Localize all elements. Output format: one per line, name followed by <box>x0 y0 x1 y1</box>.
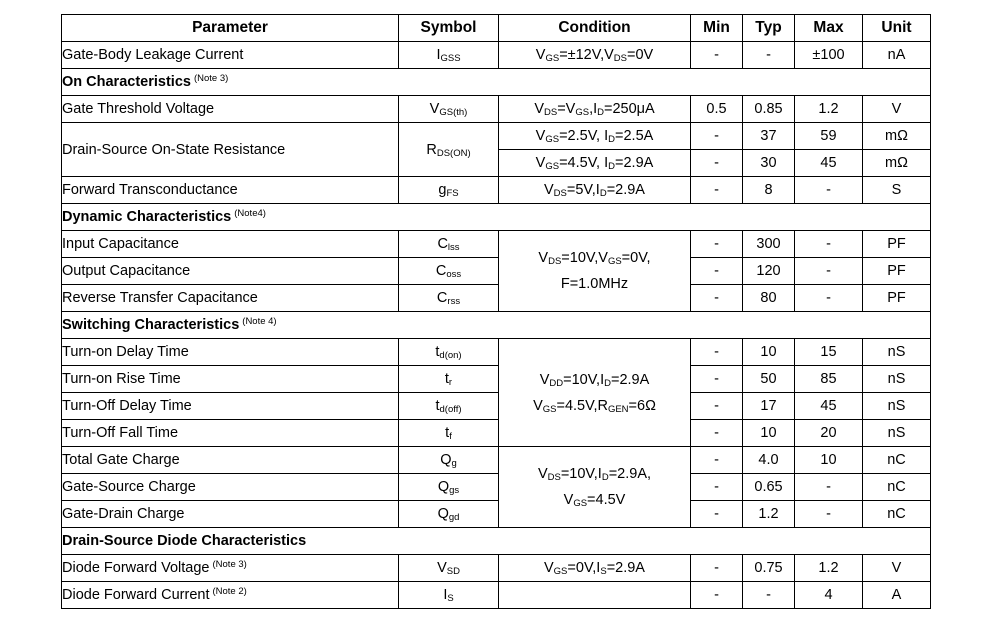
min-cell: - <box>691 258 743 285</box>
unit-cell: V <box>863 555 931 582</box>
param-cell: Gate-Body Leakage Current <box>62 42 399 69</box>
typ-cell: 17 <box>743 393 795 420</box>
max-cell: - <box>795 285 863 312</box>
symbol-cell: $I_S$ <box>399 582 499 609</box>
section-row-diode <box>62 528 931 555</box>
condition-cell: $V_{DD}=10V,I_D=2.9A$ $V_{GS}=4.5V,R_{GEN}=6\Omega$ <box>499 339 691 447</box>
typ-cell: 10 <box>743 339 795 366</box>
min-cell: - <box>691 393 743 420</box>
header-min: Min <box>691 15 743 42</box>
section-row-on <box>62 69 931 96</box>
header-max: Max <box>795 15 863 42</box>
unit-cell: nS <box>863 393 931 420</box>
max-cell: ±100 <box>795 42 863 69</box>
min-cell: - <box>691 285 743 312</box>
condition-cell: $V_{GS}=\pm 12V,V_{DS}=0V$ <box>499 42 691 69</box>
param-cell: Turn-on Rise Time <box>62 366 399 393</box>
unit-cell: PF <box>863 231 931 258</box>
typ-cell: 120 <box>743 258 795 285</box>
symbol-cell: $R_{DS(ON)}$ <box>399 123 499 177</box>
unit-cell: mΩ <box>863 150 931 177</box>
typ-cell: 0.75 <box>743 555 795 582</box>
header-symbol: Symbol <box>399 15 499 42</box>
table-row <box>62 393 931 420</box>
min-cell: - <box>691 474 743 501</box>
param-cell: Gate Threshold Voltage <box>62 96 399 123</box>
section-title: Dynamic Characteristics $^{(Note4)}$ <box>62 204 931 231</box>
symbol-cell: $t_{d(off)}$ <box>399 393 499 420</box>
typ-cell: 0.65 <box>743 474 795 501</box>
symbol-cell: $t_f$ <box>399 420 499 447</box>
table-row <box>62 474 931 501</box>
max-cell: 45 <box>795 393 863 420</box>
unit-cell: PF <box>863 258 931 285</box>
min-cell: - <box>691 420 743 447</box>
condition-cell: $V_{GS}=4.5V$, $I_D=2.9A$ <box>499 150 691 177</box>
min-cell: - <box>691 339 743 366</box>
header-row <box>62 15 931 42</box>
min-cell: - <box>691 582 743 609</box>
section-row-switching <box>62 312 931 339</box>
unit-cell: V <box>863 96 931 123</box>
typ-cell: 50 <box>743 366 795 393</box>
max-cell: 45 <box>795 150 863 177</box>
min-cell: - <box>691 501 743 528</box>
param-cell: Output Capacitance <box>62 258 399 285</box>
max-cell: 4 <box>795 582 863 609</box>
unit-cell: A <box>863 582 931 609</box>
typ-cell: 300 <box>743 231 795 258</box>
param-cell: Turn-Off Fall Time <box>62 420 399 447</box>
condition-cell: $V_{DS}=10V,V_{GS}=0V$, F=1.0MHz <box>499 231 691 312</box>
min-cell: - <box>691 231 743 258</box>
table-row <box>62 582 931 609</box>
param-cell: Total Gate Charge <box>62 447 399 474</box>
param-cell: Gate-Source Charge <box>62 474 399 501</box>
section-title: On Characteristics $^{(Note 3)}$ <box>62 69 931 96</box>
param-cell: Diode Forward Current $^{(Note 2)}$ <box>62 582 399 609</box>
unit-cell: S <box>863 177 931 204</box>
symbol-cell: $C_{lss}$ <box>399 231 499 258</box>
table-row <box>62 285 931 312</box>
symbol-cell: $I_{GSS}$ <box>399 42 499 69</box>
table-row <box>62 420 931 447</box>
max-cell: 59 <box>795 123 863 150</box>
min-cell: - <box>691 177 743 204</box>
min-cell: - <box>691 42 743 69</box>
condition-cell: $V_{DS}=10V,I_D=2.9A$, $V_{GS}=4.5V$ <box>499 447 691 528</box>
table-row <box>62 231 931 258</box>
table-row <box>62 123 931 150</box>
section-row-dynamic <box>62 204 931 231</box>
unit-cell: nC <box>863 474 931 501</box>
typ-cell: 37 <box>743 123 795 150</box>
max-cell: 15 <box>795 339 863 366</box>
unit-cell: nC <box>863 501 931 528</box>
unit-cell: nS <box>863 339 931 366</box>
min-cell: - <box>691 447 743 474</box>
condition-cell: $V_{GS}=2.5V$, $I_D=2.5A$ <box>499 123 691 150</box>
table-row <box>62 501 931 528</box>
max-cell: 1.2 <box>795 555 863 582</box>
symbol-cell: $V_{SD}$ <box>399 555 499 582</box>
min-cell: 0.5 <box>691 96 743 123</box>
max-cell: - <box>795 177 863 204</box>
typ-cell: 0.85 <box>743 96 795 123</box>
header-parameter: Parameter <box>62 15 399 42</box>
table-row <box>62 339 931 366</box>
unit-cell: nC <box>863 447 931 474</box>
symbol-cell: $g_{FS}$ <box>399 177 499 204</box>
max-cell: 20 <box>795 420 863 447</box>
max-cell: 1.2 <box>795 96 863 123</box>
electrical-characteristics-table <box>61 14 931 609</box>
symbol-cell: $t_r$ <box>399 366 499 393</box>
max-cell: - <box>795 474 863 501</box>
min-cell: - <box>691 366 743 393</box>
max-cell: 10 <box>795 447 863 474</box>
max-cell: - <box>795 501 863 528</box>
param-cell: Gate-Drain Charge <box>62 501 399 528</box>
typ-cell: 4.0 <box>743 447 795 474</box>
section-title: Switching Characteristics $^{(Note 4)}$ <box>62 312 931 339</box>
param-cell: Diode Forward Voltage $^{(Note 3)}$ <box>62 555 399 582</box>
table-row <box>62 42 931 69</box>
condition-cell: $V_{DS}=5V,I_D=2.9A$ <box>499 177 691 204</box>
symbol-cell: $Q_{gd}$ <box>399 501 499 528</box>
typ-cell: 1.2 <box>743 501 795 528</box>
symbol-cell: $C_{oss}$ <box>399 258 499 285</box>
symbol-cell: $t_{d(on)}$ <box>399 339 499 366</box>
unit-cell: mΩ <box>863 123 931 150</box>
typ-cell: - <box>743 582 795 609</box>
symbol-cell: $V_{GS(th)}$ <box>399 96 499 123</box>
max-cell: - <box>795 231 863 258</box>
symbol-cell: $Q_g$ <box>399 447 499 474</box>
min-cell: - <box>691 150 743 177</box>
header-unit: Unit <box>863 15 931 42</box>
param-cell: Turn-on Delay Time <box>62 339 399 366</box>
typ-cell: 8 <box>743 177 795 204</box>
section-title: Drain-Source Diode Characteristics <box>62 528 931 555</box>
param-cell: Forward Transconductance <box>62 177 399 204</box>
table-row <box>62 366 931 393</box>
param-cell: Turn-Off Delay Time <box>62 393 399 420</box>
param-cell: Reverse Transfer Capacitance <box>62 285 399 312</box>
header-condition: Condition <box>499 15 691 42</box>
condition-cell: $V_{GS}=0V,I_S=2.9A$ <box>499 555 691 582</box>
typ-cell: 80 <box>743 285 795 312</box>
typ-cell: - <box>743 42 795 69</box>
max-cell: - <box>795 258 863 285</box>
unit-cell: nS <box>863 366 931 393</box>
table-row <box>62 177 931 204</box>
table-row <box>62 96 931 123</box>
symbol-cell: $C_{rss}$ <box>399 285 499 312</box>
min-cell: - <box>691 123 743 150</box>
unit-cell: PF <box>863 285 931 312</box>
unit-cell: nA <box>863 42 931 69</box>
table-row <box>62 555 931 582</box>
typ-cell: 30 <box>743 150 795 177</box>
typ-cell: 10 <box>743 420 795 447</box>
condition-cell: $V_{DS}=V_{GS},I_D=250\mu A$ <box>499 96 691 123</box>
min-cell: - <box>691 555 743 582</box>
symbol-cell: $Q_{gs}$ <box>399 474 499 501</box>
table-row <box>62 447 931 474</box>
condition-cell <box>499 582 691 609</box>
max-cell: 85 <box>795 366 863 393</box>
unit-cell: nS <box>863 420 931 447</box>
param-cell: Input Capacitance <box>62 231 399 258</box>
header-typ: Typ <box>743 15 795 42</box>
table-row <box>62 258 931 285</box>
param-cell: Drain-Source On-State Resistance <box>62 123 399 177</box>
